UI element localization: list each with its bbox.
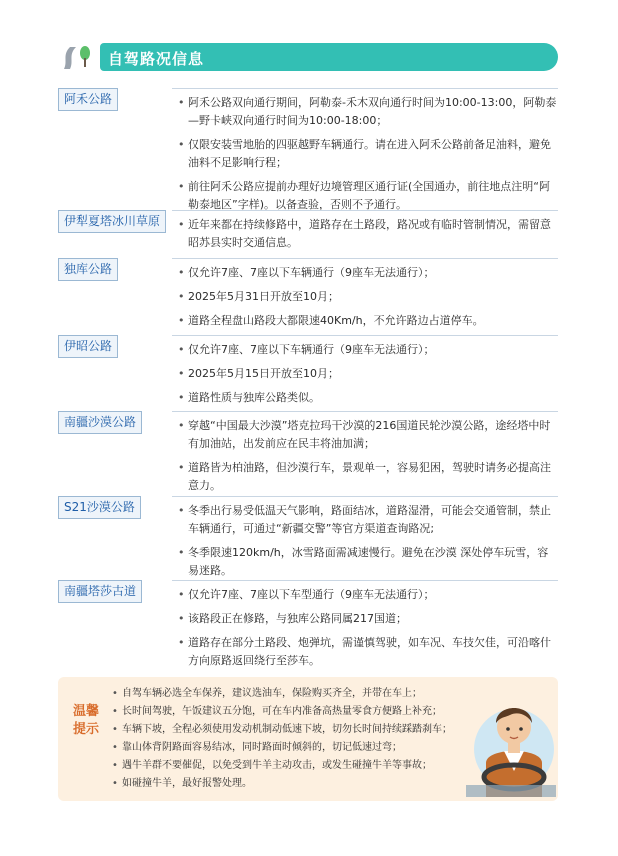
route-item: • 仅允许7座、7座以下车辆通行（9座车无法通行）； — [178, 264, 558, 282]
tip-item: • 靠山体背阴路面容易结冰，同时路面时倾斜的，切记低速过弯； — [112, 739, 472, 757]
route-item: • 道路存在部分土路段、炮弹坑，需谨慎驾驶，如车况、车技欠佳，可沿喀什方向原路返回绕行至莎车。 — [178, 634, 558, 670]
route-item: • 道路皆为柏油路，但沙漠行车，景观单一，容易犯困，驾驶时请务必提高注意力。 — [178, 459, 558, 495]
divider — [172, 210, 558, 211]
route-section — [58, 258, 558, 328]
route-item: • 仅允许7座、7座以下车辆通行（9座车无法通行）； — [178, 341, 558, 359]
road-tree-icon — [58, 41, 100, 71]
route-item: • 近年来都在持续修路中，道路存在土路段，路况或有临时管制情况，需留意昭苏县实时交通信息。 — [178, 216, 558, 252]
route-section — [58, 88, 558, 211]
divider — [172, 258, 558, 259]
tips-label — [72, 703, 100, 739]
driver-illustration — [466, 685, 556, 797]
route-item: • 道路性质与独库公路类似。 — [178, 389, 558, 407]
divider — [172, 88, 558, 89]
route-item: • 冬季出行易受低温天气影响，路面结冰，道路湿滑，可能会交通管制，禁止车辆通行，可通过“新疆交警”等官方渠道查询路况; — [178, 502, 558, 538]
tip-item: • 自驾车辆必选全车保养，建议选油车，保险购买齐全，并带在车上； — [112, 685, 472, 703]
route-tag: 伊犁夏塔冰川草原 — [58, 210, 166, 233]
page-title: 自驾路况信息 — [108, 50, 205, 68]
route-item: • 2025年5月31日开放至10月； — [178, 288, 558, 306]
tips-label-line: 提示 — [72, 722, 99, 737]
route-item: • 前往阿禾公路应提前办理好边境管理区通行证(全国通办，前往地点注明“阿勒泰地区”字样)。以备查验，否则不予通行。 — [178, 178, 558, 214]
route-tag: 独库公路 — [58, 258, 118, 281]
tip-item: • 长时间驾驶，午饭建议五分饱，可在车内准备高热量零食方便路上补充； — [112, 703, 472, 721]
route-tag: S21沙漠公路 — [58, 496, 141, 519]
route-section — [58, 411, 558, 492]
route-tag: 南疆沙漠公路 — [58, 411, 142, 434]
route-section — [58, 496, 558, 577]
route-item: • 该路段正在修路，与独库公路同属217国道； — [178, 610, 558, 628]
route-item: • 仅限安装雪地胎的四驱越野车辆通行。请在进入阿禾公路前备足油料，避免油料不足影响行程； — [178, 136, 558, 172]
route-section — [58, 210, 558, 254]
divider — [172, 335, 558, 336]
route-section — [58, 335, 558, 405]
tip-item: • 遇牛羊群不要催促，以免受到牛羊主动攻击，或发生碰撞牛羊等事故； — [112, 757, 472, 775]
route-item: • 穿越“中国最大沙漠”塔克拉玛干沙漠的216国道民轮沙漠公路，途经塔中时有加油站，出发前应在民丰将油加满； — [178, 417, 558, 453]
tip-item: • 如碰撞牛羊，最好报警处理。 — [112, 775, 472, 793]
route-item: • 冬季限速120km/h，冰雪路面需减速慢行。避免在沙漠 深处停车玩雪，容易迷路。 — [178, 544, 558, 580]
tips-label-line: 温馨 — [72, 704, 99, 719]
divider — [172, 411, 558, 412]
route-item: • 阿禾公路双向通行期间，阿勒泰-禾木双向通行时间为10:00-13:00，阿勒泰—野卡峡双向通行时间为10:00-18:00； — [178, 94, 558, 130]
tips-list — [112, 685, 472, 793]
title-bar — [100, 43, 558, 71]
route-tag: 南疆塔莎古道 — [58, 580, 142, 603]
tip-item: • 车辆下坡，全程必须使用发动机制动低速下坡，切勿长时间持续踩踏刹车； — [112, 721, 472, 739]
route-section — [58, 580, 558, 670]
route-item: • 2025年5月15日开放至10月； — [178, 365, 558, 383]
divider — [172, 496, 558, 497]
route-tag: 伊昭公路 — [58, 335, 118, 358]
section-header — [58, 41, 558, 71]
route-item: • 道路全程盘山路段大都限速40Km/h，不允许路边占道停车。 — [178, 312, 558, 330]
divider — [172, 580, 558, 581]
route-tag: 阿禾公路 — [58, 88, 118, 111]
route-item: • 仅允许7座、7座以下车型通行（9座车无法通行）； — [178, 586, 558, 604]
tips-box — [58, 677, 558, 801]
